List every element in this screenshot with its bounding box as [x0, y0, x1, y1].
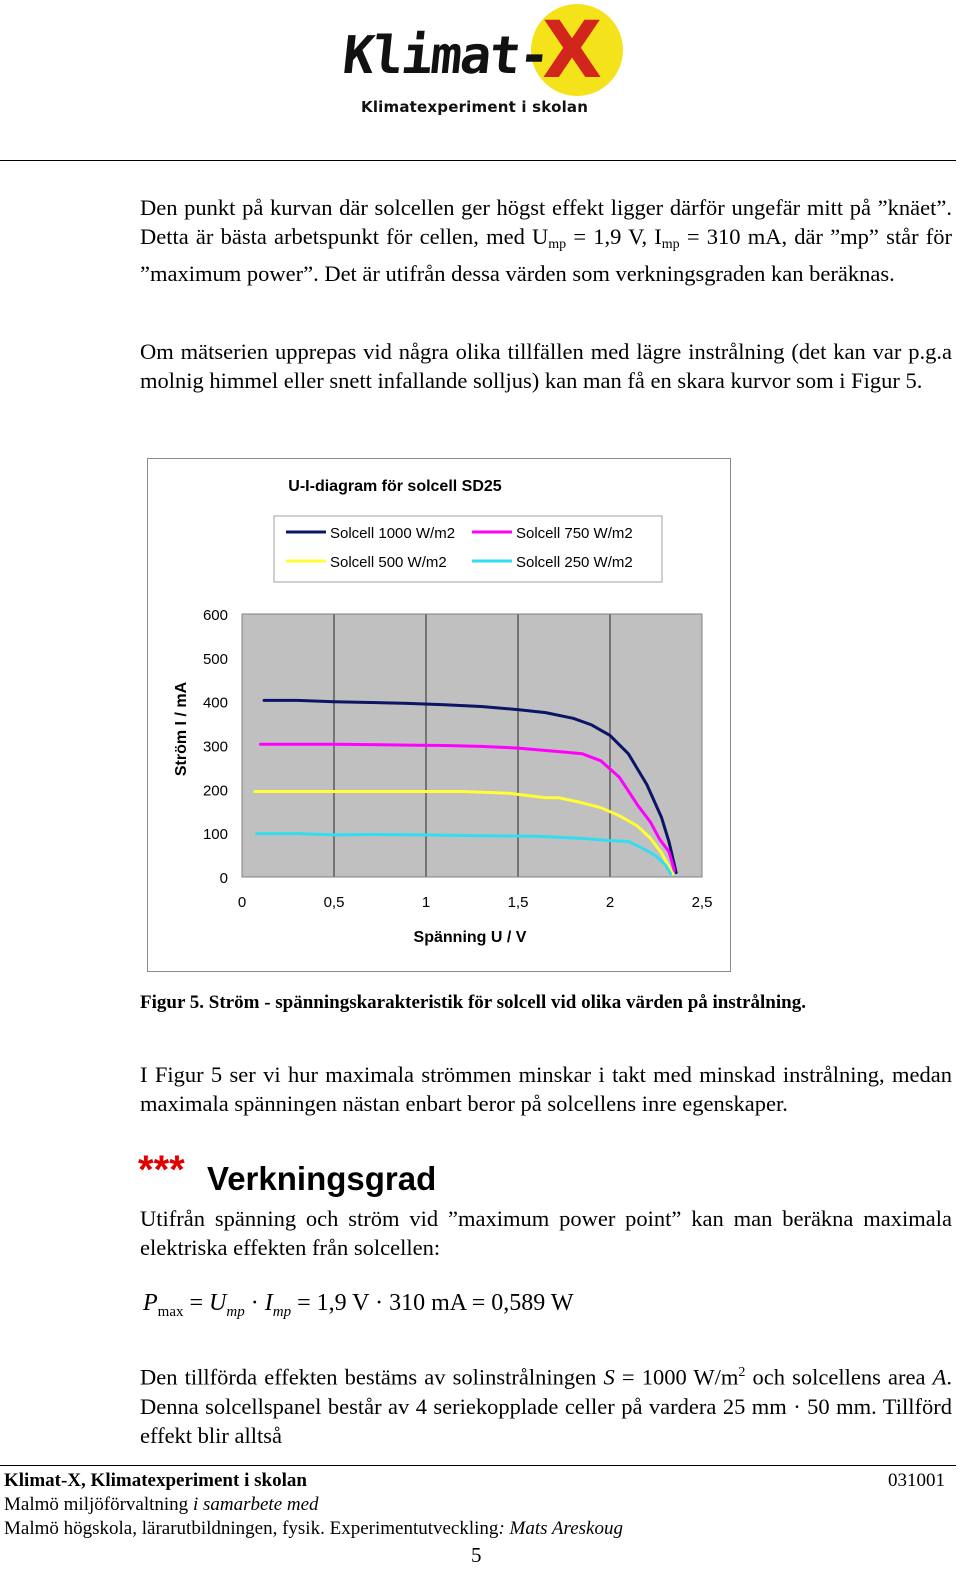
y-tick-label: 600: [202, 607, 228, 624]
para1-text-c: = 310 mA, där ”mp” står för ”maximum power”. Det är utifrån dessa värden som verkningsgraden kan beräknas.: [140, 224, 952, 286]
footer-divider: [0, 1465, 956, 1466]
footer-line3-a: Malmö högskola, lärarutbildningen, fysik. Experimentutveckling: [4, 1518, 499, 1539]
ui-diagram-svg: [148, 459, 730, 971]
para1-text-b: = 1,9 V, I: [566, 224, 662, 249]
section-heading: Verkningsgrad: [207, 1160, 437, 1197]
formula-p: P: [143, 1290, 158, 1316]
header-divider: [0, 160, 956, 161]
logo-word: Klimat-: [339, 26, 552, 86]
legend-label: Solcell 750 W/m2: [516, 525, 633, 542]
y-tick-label: 200: [202, 782, 228, 800]
x-tick-label: 1: [421, 894, 431, 911]
para1-sub-mp-i: mp: [661, 237, 680, 252]
paragraph-repeat-measurements: Om mätserien upprepas vid några olika tillfällen med lägre instrålning (det kan var p.g.a molnig himmel eller snett infallande solljus) kan man få en skara kurvor som i Figur 5.: [140, 339, 952, 393]
para5-sup: 2: [738, 1365, 746, 1380]
footer-line2-a: Malmö miljöförvaltning: [4, 1494, 193, 1515]
y-tick-label: 0: [219, 870, 228, 887]
y-tick-label: 300: [202, 738, 228, 756]
para5-s: S: [603, 1364, 615, 1390]
footer-line2: [4, 1494, 319, 1516]
legend-label: Solcell 250 W/m2: [516, 554, 633, 571]
x-tick-label: 0,5: [323, 894, 345, 911]
formula-i: I: [264, 1290, 273, 1316]
x-tick-label: 2: [605, 894, 615, 911]
para1-sub-mp-u: mp: [548, 237, 567, 252]
x-tick-label: 1,5: [507, 894, 529, 911]
paragraph-supplied-power: [140, 1358, 952, 1450]
footer-code: 031001: [888, 1470, 945, 1491]
legend-label: Solcell 500 W/m2: [330, 554, 447, 571]
legend-label: Solcell 1000 W/m2: [330, 525, 456, 542]
x-tick-label: 2,5: [691, 894, 713, 911]
chart-plot: [203, 607, 712, 911]
para1-text-a: Den punkt på kurvan där solcellen ger högst effekt ligger därför ungefär mitt på ”knäet”. Detta är bästa arbetspunkt för cellen, med U: [140, 195, 952, 249]
formula-i-sub: mp: [272, 1303, 292, 1320]
para5-text-d: . Denna solcellspanel består av 4 seriekopplade celler på vardera 25 mm · 50 mm. Tillförd effekt blir alltså: [140, 1364, 952, 1448]
figure-5-chart: [147, 458, 731, 972]
footer-line3-b: : Mats Areskoug: [498, 1518, 623, 1539]
x-axis-label: Spänning U / V: [413, 929, 527, 946]
paragraph-figure-5-analysis: I Figur 5 ser vi hur maximala strömmen minskar i takt med minskad instrålning, medan maximala spänningen nästan enbart beror på solcellens inre egenskaper.: [140, 1062, 952, 1116]
y-tick-label: 500: [202, 650, 228, 668]
paragraph-max-power: Utifrån spänning och ström vid ”maximum power point” kan man beräkna maximala elektriska effekten från solcellen:: [140, 1206, 952, 1260]
y-axis-label: Ström I / mA: [173, 681, 190, 777]
klimat-x-logo: [335, 4, 625, 130]
chart-title: U-I-diagram för solcell SD25: [288, 478, 502, 495]
formula-rest: = 1,9 V · 310 mA = 0,589 W: [291, 1290, 574, 1316]
footer-line2-b: i samarbete med: [192, 1494, 319, 1515]
paragraph-knee-point: [140, 193, 952, 288]
y-tick-label: 400: [202, 694, 228, 712]
formula-p-sub: max: [157, 1303, 184, 1320]
footer-org: Klimat-X, Klimatexperiment i skolan: [4, 1470, 307, 1491]
x-tick-label: 0: [237, 894, 247, 911]
y-tick-label: 100: [202, 826, 228, 844]
formula-u-sub: mp: [226, 1303, 245, 1320]
figure-caption: Figur 5. Ström - spänningskarakteristik för solcell vid olika värden på instrålning.: [140, 992, 806, 1013]
footer-line3: [4, 1518, 623, 1540]
para5-text-c: och solcellens area: [745, 1364, 933, 1390]
formula-eq: =: [183, 1290, 210, 1316]
formula-dot: ·: [244, 1290, 265, 1316]
formula-u: U: [209, 1290, 227, 1316]
para5-text-b: = 1000 W/m: [614, 1364, 739, 1390]
power-formula: [143, 1290, 574, 1321]
logo-x: X: [542, 6, 603, 96]
para5-a: A: [932, 1364, 947, 1390]
logo-subtitle: Klimatexperiment i skolan: [361, 98, 589, 116]
page-number: 5: [471, 1543, 482, 1567]
section-stars: ***: [138, 1148, 185, 1192]
para5-text-a: Den tillförda effekten bestäms av solinstrålningen: [140, 1364, 604, 1390]
